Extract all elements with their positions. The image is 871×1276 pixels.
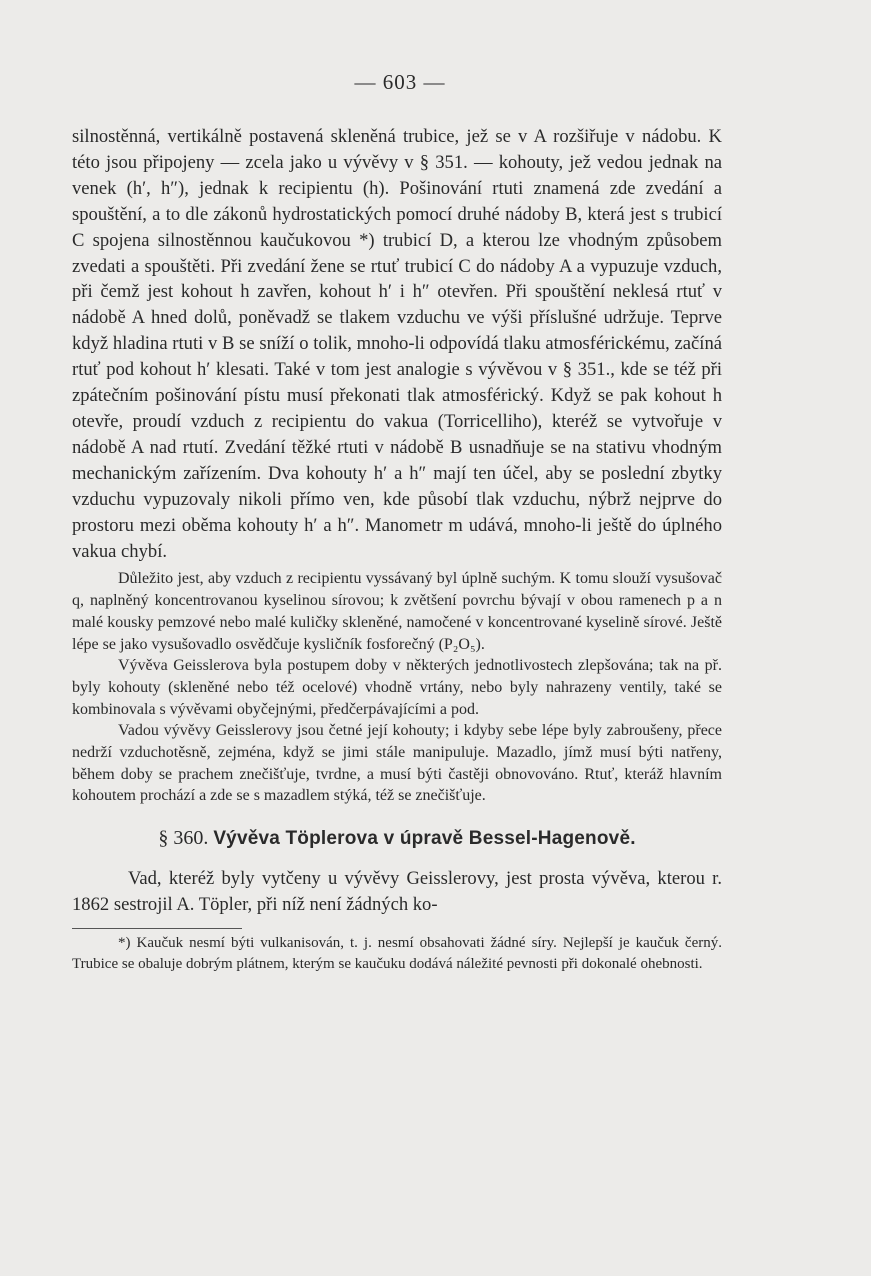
footnote-divider (72, 928, 242, 929)
section-heading (72, 827, 722, 850)
small-paragraph-drying: Důležito jest, aby vzduch z recipientu vyssávaný byl úplně suchým. K tomu slouží vysušovač q, naplněný koncentrovanou kyselinou sírovou; k zvětšení povrchu bývají v obou ramenech p a n malé kousky pemzové nebo malé kuličky skleněné, namočené v koncentrované kyselině sírové. Ještě lépe se jako vysušovadlo osvědčuje kysličník fosforečný (P₂O₅). (72, 570, 722, 653)
page-number: — 603 — (354, 70, 446, 94)
small-paragraph-defects: Vadou vývěvy Geisslerovy jsou četné její kohouty; i kdyby sebe lépe byly zabroušeny, přece nedrží vzduchotěsně, zejména, když se jimi stále manipuluje. Mazadlo, jímž musí býti natřeny, během doby se prachem znečišťuje, tvrdne, a musí býti častěji obnovováno. Rtuť, kteráž hlavním kohoutem prochází a zde se s mazadlem stýká, též se znečišťuje. (72, 722, 722, 805)
footnote: *) Kaučuk nesmí býti vulkanisován, t. j. nesmí obsahovati žádné síry. Nejlepší je kaučuk černý. Trubice se obaluje dobrým plátnem, kterým se kaučuku dodává náležité pevnosti při dokonalé ohebnosti. (72, 934, 722, 972)
body-paragraph: silnostěnná, vertikálně postavená skleněná trubice, jež se v A rozšiřuje v nádobu. K této jsou připojeny — zcela jako u vývěvy v § 351. — kohouty, jež vedou jednak na venek (h′, h″), jednak k recipientu (h). Pošinování rtuti znamená zde zvedání a spouštění, a to dle zákonů hydrostatických pomocí druhé nádoby B, která jest s trubicí C spojena silnostěnnou kaučukovou *) trubicí D, a kterou lze vhodným způsobem zvedati a spouštěti. Při zvedání žene se rtuť trubicí C do nádoby A a vypuzuje vzduch, při čemž jest kohout h zavřen, kohout h′ i h″ otevřen. Při spouštění neklesá rtuť v nádobě A hned dolů, poněvadž se tlakem vzduchu ve výši příslušné udržuje. Teprve když hladina rtuti v B se sníží o tolik, mnoho-li odpovídá tlaku atmosférickému, začíná rtuť pod kohout h′ klesati. Také v tom jest analogie s vývěvou v § 351., kde se též při zpátečním pošinování pístu musí překonati tlak atmosférický. Když se pak kohout h otevře, proudí vzduch z recipientu do vakua (Torricelliho), kteréž se vytvořuje v nádobě A nad rtutí. Zvedání těžké rtuti v nádobě B usnadňuje se na stativu vhodným mechanickým zařízením. Dva kohouty h′ a h″ mají ten účel, aby se poslední zbytky vzduchu vypuzovaly nikoli přímo ven, kde působí tlak vzduchu, nýbrž nejprve do prostoru mezi oběma kohouty h′ a h″. Manometr m udává, mnoho-li ještě do úplného vakua chybí. (72, 126, 722, 562)
section-number: § 360. (158, 827, 209, 850)
section-title: Vývěva Töplerova v úpravě Bessel-Hagenově. (213, 828, 636, 850)
page-content (72, 124, 722, 975)
small-paragraph-improvements: Vývěva Geisslerova byla postupem doby v některých jednotlivostech zlepšována; tak na př. byly kohouty (skleněné nebo též ocelové) vhodně vrtány, nebo byly nahrazeny ventily, také se kombinovala s vývěvami obyčejnými, předčerpávajícími a pod. (72, 657, 722, 718)
section-paragraph: Vad, kteréž byly vytčeny u vývěvy Geisslerovy, jest prosta vývěva, kterou r. 1862 sestrojil A. Töpler, při níž není žádných ko- (72, 868, 722, 916)
